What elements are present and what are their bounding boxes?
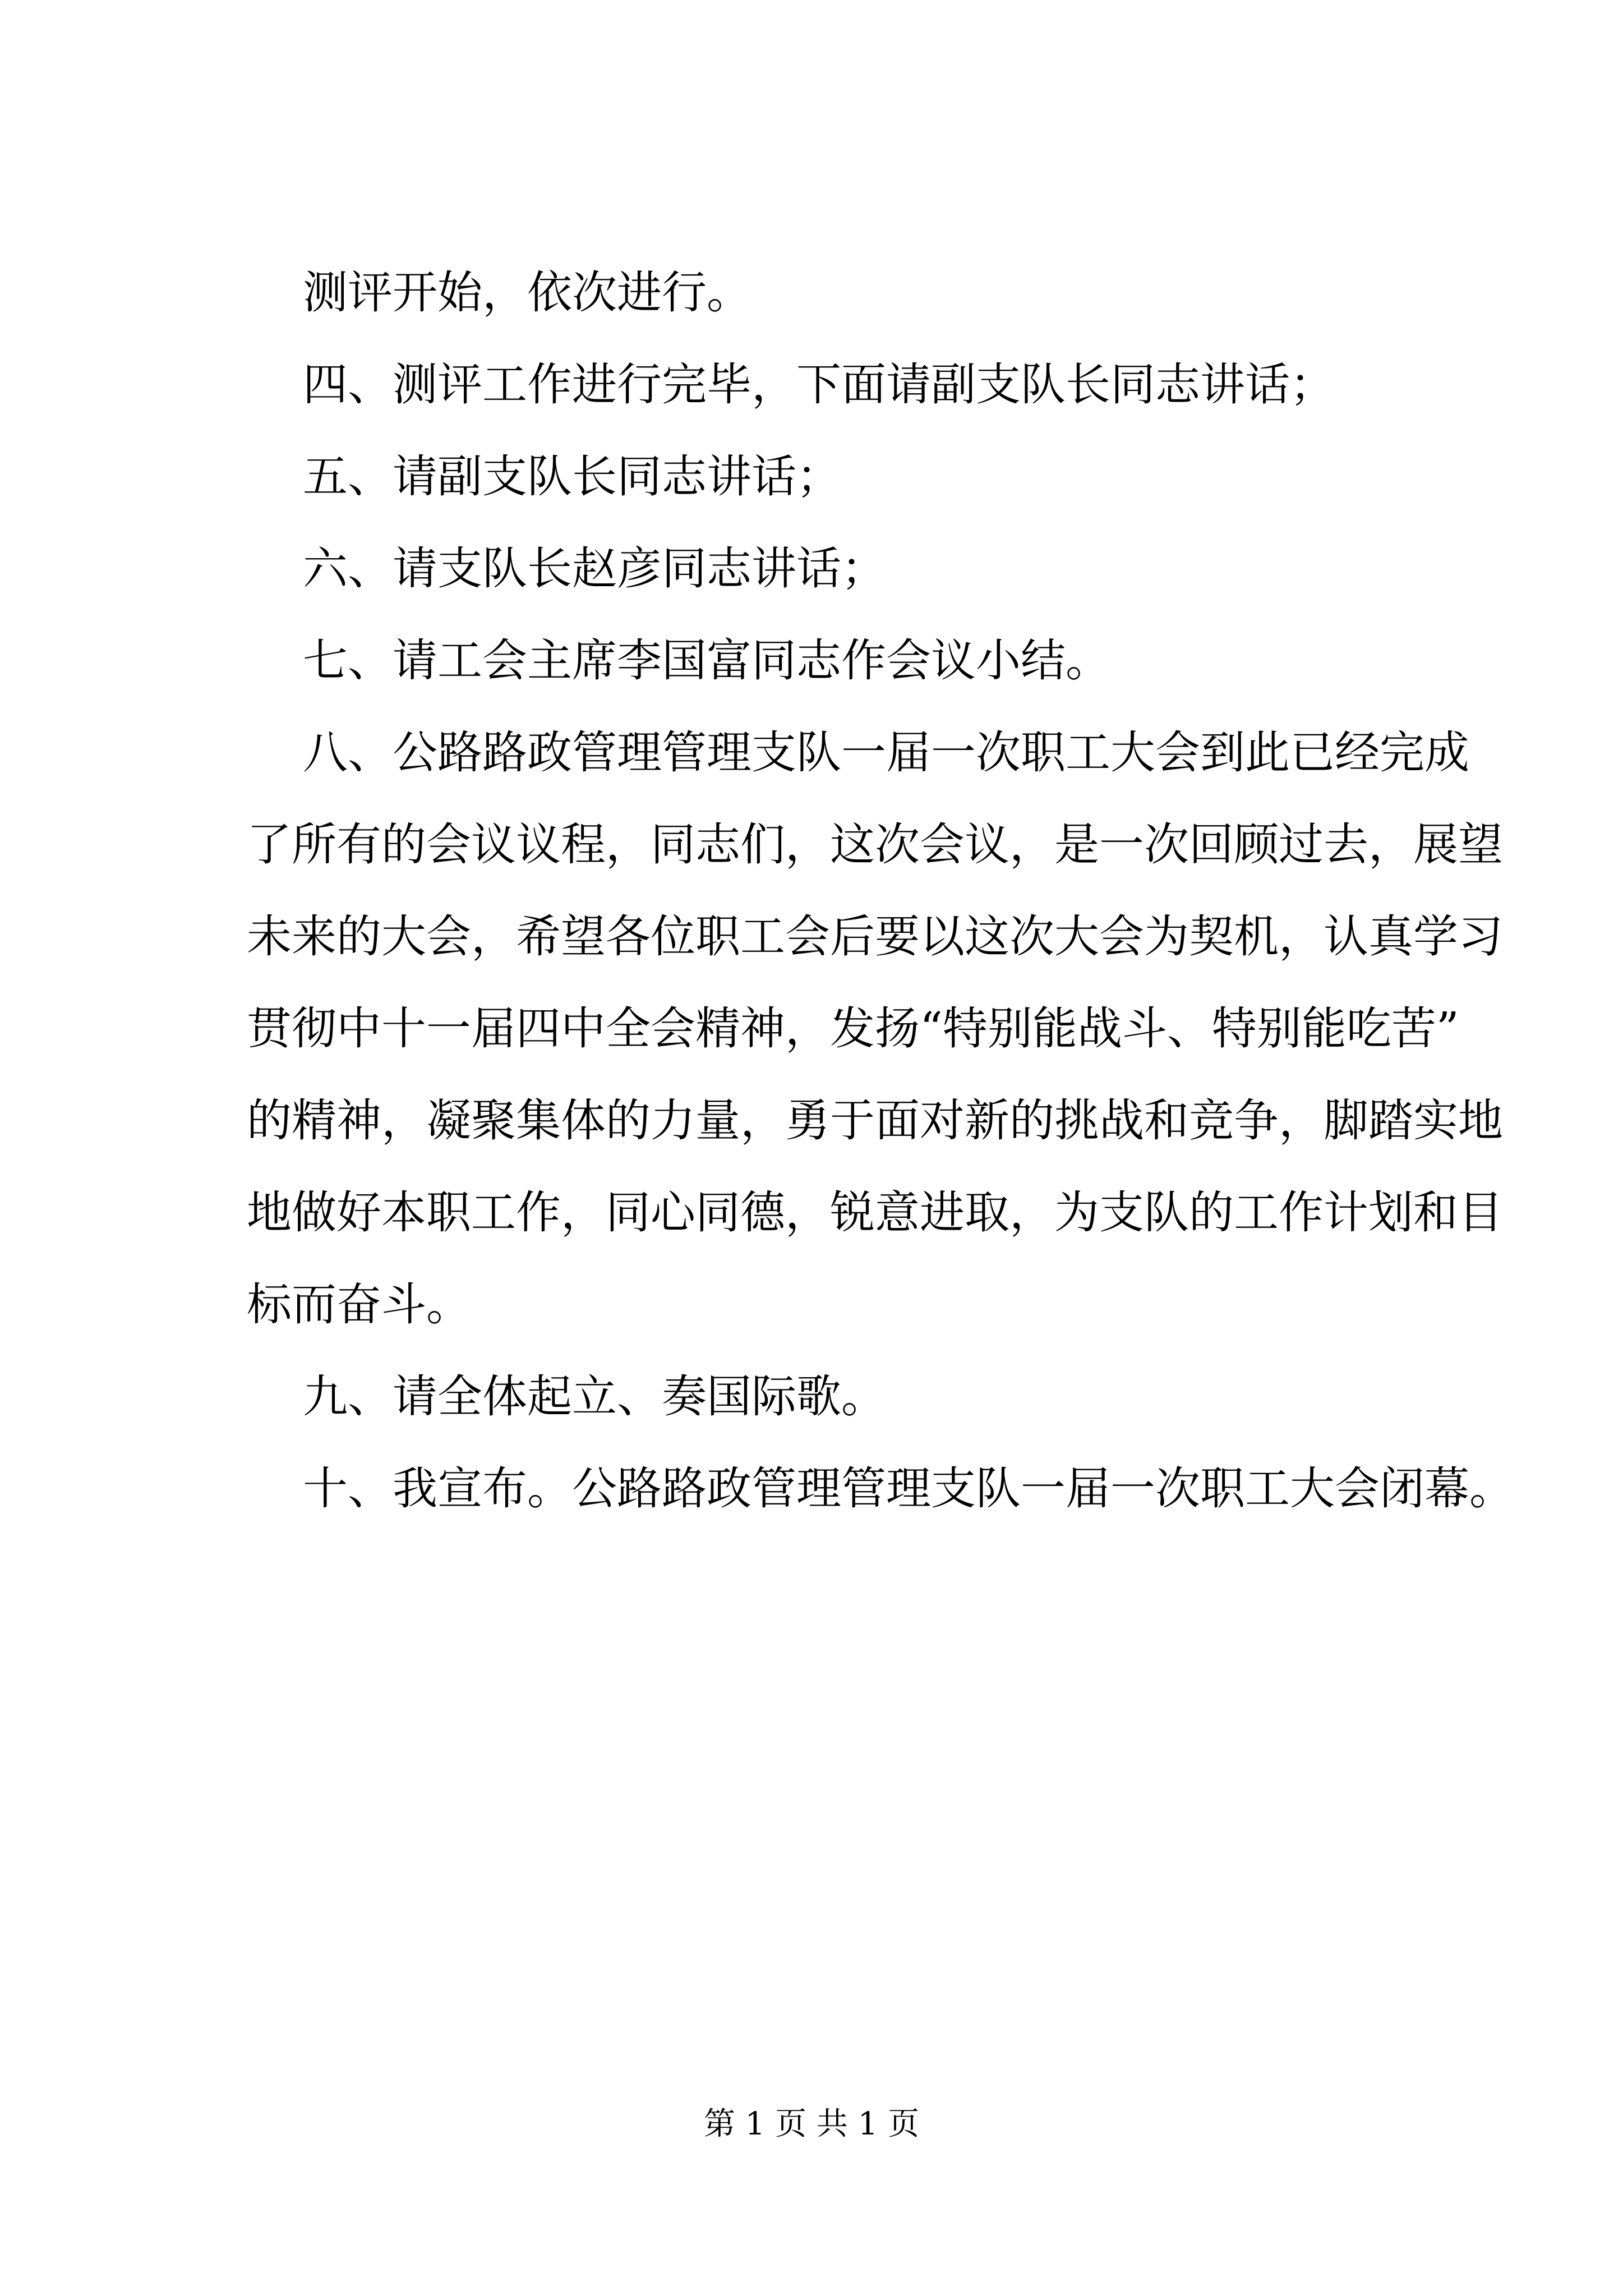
paragraph-line: 八、公路路政管理管理支队一届一次职工大会到此已经完成 xyxy=(303,726,1469,779)
paragraph-item-eight xyxy=(247,707,1503,1351)
page-footer xyxy=(0,2105,1623,2144)
paragraph-item-five: 五、请副支队长同志讲话； xyxy=(303,450,841,503)
paragraph-evaluation-start: 测评开始，依次进行。 xyxy=(303,266,751,319)
paragraph-line: 标而奋斗。 xyxy=(247,1278,471,1331)
paragraph-item-six: 六、请支队长赵彦同志讲话； xyxy=(303,542,886,595)
paragraph-item-seven: 七、请工会主席李国富同志作会议小结。 xyxy=(303,634,1110,687)
paragraph-item-four: 四、测评工作进行完毕，下面请副支队长同志讲话； xyxy=(303,358,1335,411)
paragraph-line: 未来的大会，希望各位职工会后要以这次大会为契机，认真学习 xyxy=(247,910,1503,963)
paragraph-line: 地做好本职工作，同心同德，锐意进取，为支队的工作计划和目 xyxy=(247,1186,1503,1239)
paragraph-item-nine: 九、请全体起立、奏国际歌。 xyxy=(303,1370,886,1423)
document-body xyxy=(247,247,1514,1535)
paragraph-item-ten: 十、我宣布。公路路政管理管理支队一届一次职工大会闭幕。 xyxy=(303,1462,1514,1515)
paragraph-line: 的精神，凝聚集体的力量，勇于面对新的挑战和竞争，脚踏实地 xyxy=(247,1094,1503,1147)
paragraph-line: 了所有的会议议程，同志们，这次会议，是一次回顾过去，展望 xyxy=(247,818,1503,871)
paragraph-line: 贯彻中十一届四中全会精神，发扬“特别能战斗、特别能吃苦” xyxy=(247,1002,1459,1055)
page-number-label: 第 1 页 共 1 页 xyxy=(703,2106,920,2142)
